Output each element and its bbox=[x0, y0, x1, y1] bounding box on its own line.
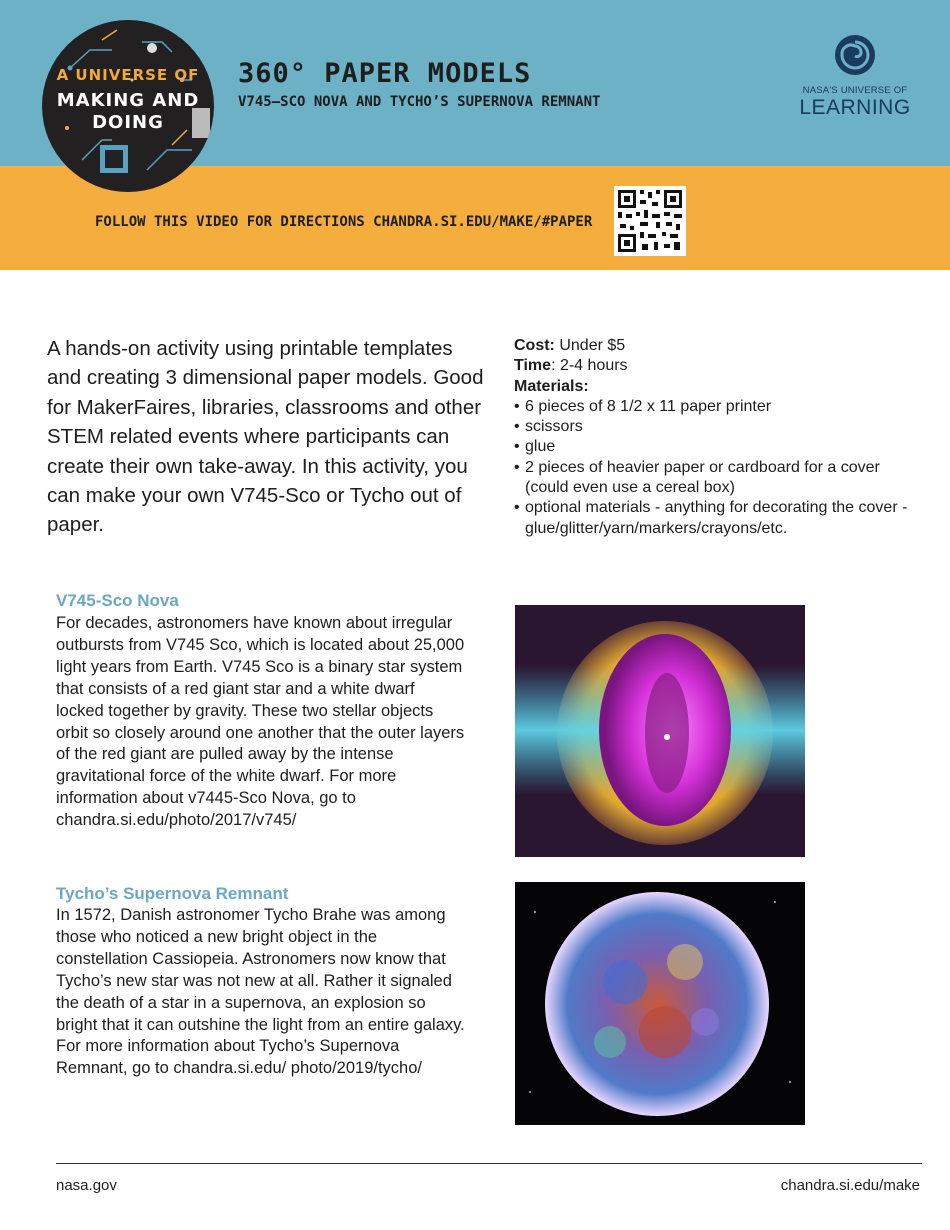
nasa-universe-of-learning-logo[interactable] bbox=[790, 34, 920, 120]
materials-list bbox=[514, 397, 914, 539]
cost-row bbox=[514, 336, 914, 356]
cost-label: Cost: bbox=[514, 337, 555, 354]
logo-line-1: A UNIVERSE OF bbox=[56, 66, 200, 84]
activity-specs bbox=[514, 336, 914, 539]
section-title-v745: V745-Sco Nova bbox=[56, 591, 179, 610]
tycho-supernova-image bbox=[515, 882, 805, 1125]
footer-divider bbox=[56, 1163, 922, 1164]
page-title: 360° PAPER MODELS bbox=[238, 58, 532, 89]
time-row bbox=[514, 356, 914, 376]
time-label: Time bbox=[514, 357, 552, 375]
page-subtitle: V745–SCO NOVA AND TYCHO’S SUPERNOVA REMNANT bbox=[238, 94, 601, 110]
swirl-icon bbox=[834, 34, 876, 76]
qr-code-icon[interactable] bbox=[614, 186, 686, 256]
footer-link-nasa[interactable]: nasa.gov bbox=[56, 1177, 117, 1194]
cost-value: Under $5 bbox=[554, 337, 626, 354]
intro-paragraph: A hands-on activity using printable templates and creating 3 dimensional paper models. Good for MakerFaires, libraries, classrooms and other STEM related events where participants can create their own take-away. In this activity, you can make your own V745-Sco or Tycho out of paper. bbox=[47, 337, 484, 537]
section-title-tycho: Tycho’s Supernova Remnant bbox=[56, 884, 289, 903]
list-item: • optional materials - anything for decorating the cover - glue/glitter/yarn/markers/crayons/etc. bbox=[514, 498, 914, 539]
section-body-tycho: In 1572, Danish astronomer Tycho Brahe was among those who noticed a new bright object in the constellation Cassiopeia. Astronomers now know that Tycho’s new star was not new at all. Rather it signaled the death of a star in a supernova, an explosion so bright that it can outshine the light from an entire galaxy. For more information about Tycho’s Supernova Remnant, go to chandra.si.edu/ photo/2019/tycho/ bbox=[56, 906, 465, 1078]
list-item: • 2 pieces of heavier paper or cardboard for a cover (could even use a cereal box) bbox=[514, 458, 914, 499]
universe-making-doing-logo bbox=[42, 20, 214, 192]
footer-link-chandra[interactable]: chandra.si.edu/make bbox=[780, 1177, 920, 1194]
partner-logo-small-text: NASA'S UNIVERSE OF bbox=[802, 85, 908, 96]
list-item: • glue bbox=[514, 437, 914, 457]
logo-line-3: DOING bbox=[92, 112, 164, 133]
list-item: • scissors bbox=[514, 417, 914, 437]
list-item: • 6 pieces of 8 1/2 x 11 paper printer bbox=[514, 397, 914, 417]
logo-line-2: MAKING AND bbox=[56, 90, 200, 111]
time-value: : 2-4 hours bbox=[551, 357, 628, 375]
materials-label: Materials: bbox=[514, 377, 589, 395]
section-body-v745: For decades, astronomers have known about irregular outbursts from V745 Sco, which is located about 25,000 light years from Earth. V745 Sco is a binary star system that consists of a red giant star and a white dwarf locked together by gravity. These two stellar objects orbit so closely around one another that the outer layers of the red giant are pulled away by the intense gravitational force of the white dwarf. For more information about v7445-Sco Nova, go to chandra.si.edu/photo/2017/v745/ bbox=[56, 614, 465, 830]
v745-sco-nova-image bbox=[515, 605, 805, 857]
follow-video-directions[interactable]: FOLLOW THIS VIDEO FOR DIRECTIONS CHANDRA.SI.EDU/MAKE/#PAPER bbox=[95, 214, 593, 230]
partner-logo-big-text: LEARNING bbox=[799, 96, 911, 119]
